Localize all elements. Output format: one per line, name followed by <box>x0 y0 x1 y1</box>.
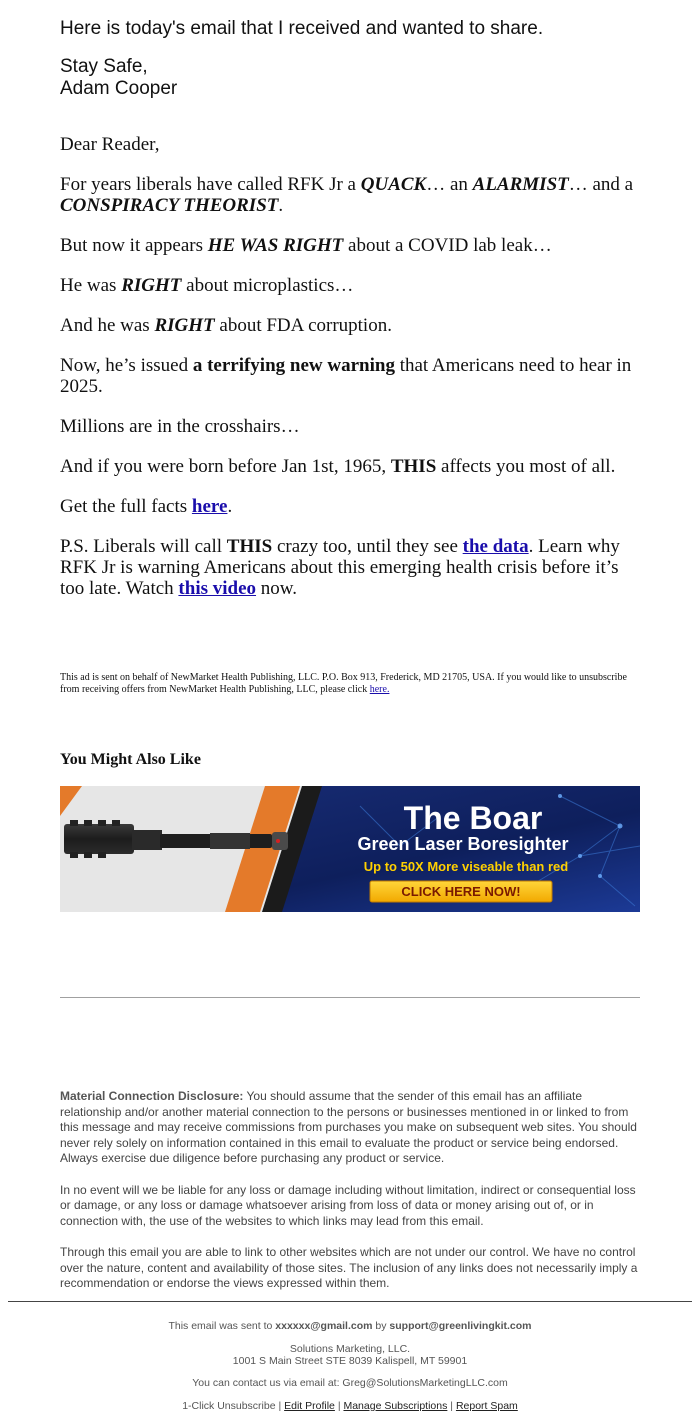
text: He was <box>60 275 122 296</box>
footer-contact: You can contact us via email at: Greg@SolutionsMarketingLLC.com <box>192 1377 508 1389</box>
one-click-unsubscribe: 1-Click Unsubscribe <box>182 1400 276 1412</box>
text: . <box>227 496 233 517</box>
emphasis-alarmist: ALARMIST <box>472 174 569 195</box>
text: by <box>372 1320 390 1332</box>
footer-address: 1001 S Main Street STE 8039 Kalispell, MT 59901 <box>232 1355 468 1367</box>
text: about microplastics… <box>181 275 354 296</box>
ad-unsubscribe-link[interactable]: here. <box>369 684 390 695</box>
banner-subtitle: Green Laser Boresighter <box>357 834 569 854</box>
paragraph-1 <box>60 174 640 216</box>
text: affects you most of all. <box>436 456 616 477</box>
footer-divider <box>8 1301 692 1302</box>
manage-subscriptions-link[interactable]: Manage Subscriptions <box>343 1400 448 1412</box>
disclosure-paragraph-1 <box>60 1089 640 1167</box>
banner-tagline: Up to 50X More viseable than red <box>363 859 569 874</box>
footer-links <box>0 1400 700 1413</box>
separator: | <box>275 1400 285 1412</box>
letter-block <box>60 134 640 599</box>
intro-block <box>60 18 640 100</box>
text: about a COVID lab leak… <box>343 235 552 256</box>
emphasis-this: THIS <box>226 536 273 557</box>
text: now. <box>256 578 298 599</box>
text: But now it appears <box>60 235 208 256</box>
emphasis-quack: QUACK <box>360 174 427 195</box>
disclosure-paragraph-2: In no event will we be liable for any loss or damage including without limitation, indirect or consequential loss or damage, or any loss or damage whatsoever arising from loss of data or money arising out of, or in connection with, the use of the websites to which links may lead from this email. <box>60 1182 636 1228</box>
text: Get the full facts <box>60 496 192 517</box>
disclosure-paragraph-3: Through this email you are able to link to other websites which are not under our control. We have no control over the nature, content and availability of those sites. The inclusion of any links does not necessarily imply a recommendation or endorse the views expressed within them. <box>60 1245 638 1290</box>
text: … and a <box>568 174 634 195</box>
emphasis-conspiracy: CONSPIRACY THEORIST <box>60 195 279 216</box>
paragraph-5 <box>60 355 640 397</box>
text: For years liberals have called RFK Jr a <box>60 174 361 195</box>
signoff-line: Stay Safe, <box>60 56 148 77</box>
disclosure-block <box>60 1089 640 1292</box>
paragraph-8 <box>60 496 640 517</box>
boar-banner-ad[interactable] <box>60 786 640 912</box>
paragraph-2 <box>60 235 640 256</box>
banner-cta-label: CLICK HERE NOW! <box>401 884 521 899</box>
intro-line: Here is today's email that I received and wanted to share. <box>60 18 544 39</box>
this-video-link[interactable]: this video <box>178 578 257 599</box>
emphasis-he-was-right: HE WAS RIGHT <box>207 235 344 256</box>
recipient-email: xxxxxx@gmail.com <box>275 1320 373 1332</box>
the-data-link[interactable]: the data <box>462 536 529 557</box>
paragraph-3 <box>60 275 640 296</box>
edit-profile-link[interactable]: Edit Profile <box>284 1400 335 1412</box>
text: And he was <box>60 315 155 336</box>
ad-notice-text: This ad is sent on behalf of NewMarket Health Publishing, LLC. P.O. Box 913, Frederick, MD 21705, USA. If you would like to unsubscribe from receiving offers from NewMarket Health Publishing, LLC, please click <box>60 672 627 695</box>
text: that Americans need to hear in 2025. <box>60 355 632 397</box>
footer-company: Solutions Marketing, LLC. <box>289 1343 411 1355</box>
text: Now, he’s issued <box>60 355 193 376</box>
text: And if you were born before Jan 1st, 1965, <box>60 456 391 477</box>
footer-sent-line <box>0 1320 700 1333</box>
greeting: Dear Reader, <box>60 134 160 155</box>
paragraph-6: Millions are in the crosshairs… <box>60 416 300 437</box>
disclosure-text: You should assume that the sender of this email has an affiliate relationship and/or another material connection to the persons or businesses mentioned in or linked to from this message and may receive commissions from purchases you make on subsequent web sites. You should never rely solely on information contained in this email to evaluate the product or service being endorsed. Always exercise due diligence before purchasing any product or service. <box>60 1089 637 1165</box>
emphasis-warning: a terrifying new warning <box>192 355 395 376</box>
section-divider <box>60 997 640 998</box>
emphasis-this: THIS <box>390 456 437 477</box>
separator: | <box>334 1400 344 1412</box>
full-facts-link[interactable]: here <box>191 496 228 517</box>
postscript <box>60 536 640 599</box>
sender-email: support@greenlivingkit.com <box>389 1320 532 1332</box>
ad-notice <box>60 672 640 696</box>
separator: | <box>447 1400 456 1412</box>
text: This email was sent to <box>168 1320 276 1332</box>
banner-graphic <box>60 786 640 912</box>
you-might-also-like-heading: You Might Also Like <box>60 751 201 768</box>
paragraph-7 <box>60 456 640 477</box>
paragraph-4 <box>60 315 640 336</box>
text: P.S. Liberals will call <box>60 536 227 557</box>
signoff-name: Adam Cooper <box>60 78 178 99</box>
text: . Learn why RFK Jr is warning Americans about this emerging health crisis before it’s too late. Watch <box>60 536 620 599</box>
text: . <box>278 195 284 216</box>
emphasis-right: RIGHT <box>121 275 182 296</box>
emphasis-right: RIGHT <box>154 315 215 336</box>
report-spam-link[interactable]: Report Spam <box>455 1400 518 1412</box>
text: about FDA corruption. <box>214 315 392 336</box>
text: … an <box>426 174 473 195</box>
text: crazy too, until they see <box>272 536 463 557</box>
banner-title: The Boar <box>403 800 543 836</box>
disclosure-label: Material Connection Disclosure: <box>60 1089 244 1103</box>
